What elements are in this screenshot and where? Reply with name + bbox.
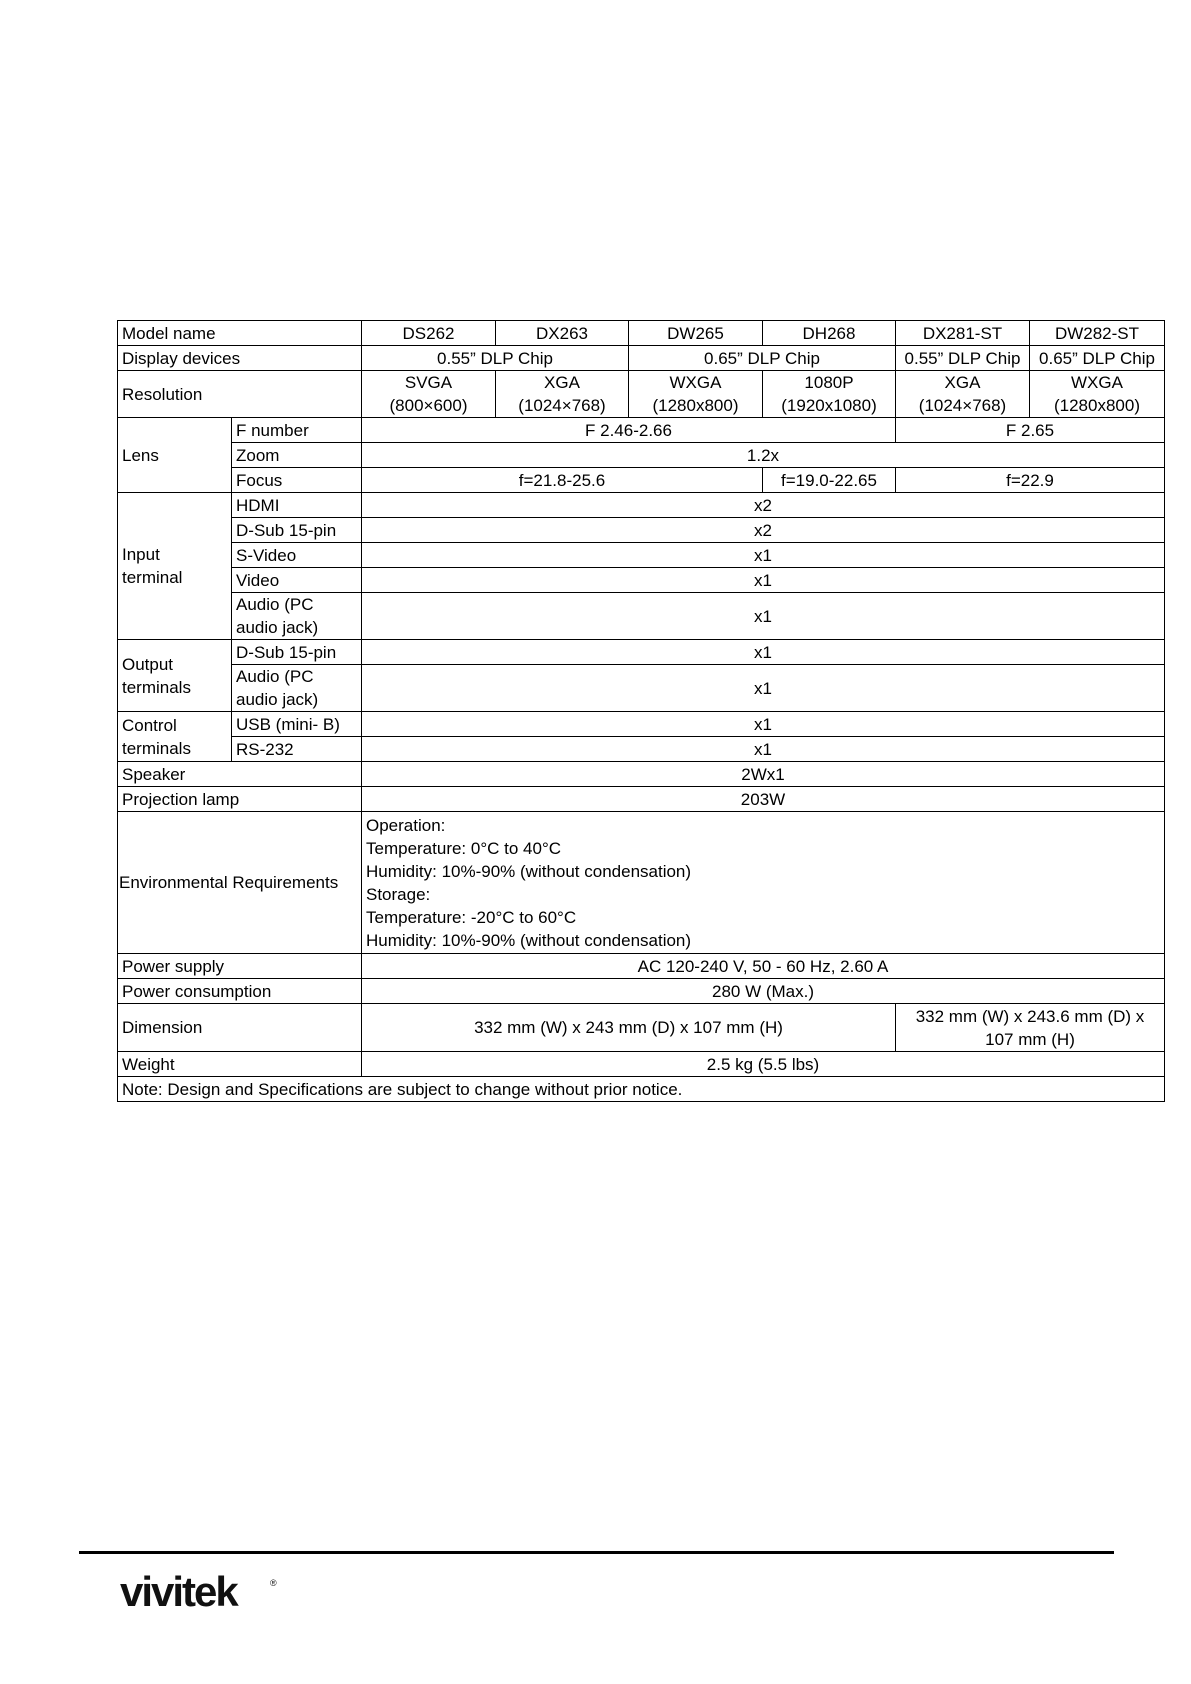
display-chip-055: 0.55” DLP Chip [362,346,629,371]
display-chip-065-st: 0.65” DLP Chip [1030,346,1165,371]
video-value: x1 [362,568,1165,593]
power-supply-label: Power supply [118,954,362,979]
model-dx281-st: DX281-ST [896,321,1030,346]
model-ds262: DS262 [362,321,496,346]
fnumber-std: F 2.46-2.66 [362,418,896,443]
input-dsub-label: D-Sub 15-pin [232,518,362,543]
input-dsub-value: x2 [362,518,1165,543]
output-terminals-label: Output terminals [118,640,232,712]
zoom-value: 1.2x [362,443,1165,468]
focus-b: f=19.0-22.65 [763,468,896,493]
row-resolution [118,371,1165,418]
model-dh268: DH268 [763,321,896,346]
resolution-dx281-st: XGA (1024×768) [896,371,1030,418]
footer-rule [79,1551,1114,1554]
dimension-std: 332 mm (W) x 243 mm (D) x 107 mm (H) [362,1004,896,1052]
power-supply-value: AC 120-240 V, 50 - 60 Hz, 2.60 A [362,954,1165,979]
row-note [118,1077,1165,1102]
resolution-dw265: WXGA (1280x800) [629,371,763,418]
row-input-svideo [118,543,1165,568]
weight-label: Weight [118,1052,362,1077]
env-line: Temperature: -20°C to 60°C [366,907,577,927]
resolution-dh268: 1080P (1920x1080) [763,371,896,418]
resolution-dx263: XGA (1024×768) [496,371,629,418]
env-line: Humidity: 10%-90% (without condensation) [366,861,692,881]
row-input-dsub [118,518,1165,543]
speaker-label: Speaker [118,762,362,787]
registered-mark: ® [270,1578,277,1588]
row-input-video [118,568,1165,593]
row-dimension [118,1004,1165,1052]
env-line: Humidity: 10%-90% (without condensation) [366,930,692,950]
model-dw265: DW265 [629,321,763,346]
output-audio-label: Audio (PC audio jack) [232,665,362,712]
focus-label: Focus [232,468,362,493]
vivitek-logo [118,1566,278,1614]
environment-label: Environmental Requirements [118,812,362,954]
row-display-devices [118,346,1165,371]
display-chip-055-st: 0.55” DLP Chip [896,346,1030,371]
row-output-dsub [118,640,1165,665]
row-model-name [118,321,1165,346]
display-chip-065: 0.65” DLP Chip [629,346,896,371]
svideo-label: S-Video [232,543,362,568]
row-control-rs232 [118,737,1165,762]
row-output-audio [118,665,1165,712]
input-audio-value: x1 [362,593,1165,640]
env-line: Operation: [366,815,446,835]
row-power-consumption [118,979,1165,1004]
spec-table [117,320,1165,1102]
hdmi-label: HDMI [232,493,362,518]
lamp-value: 203W [362,787,1165,812]
svideo-value: x1 [362,543,1165,568]
resolution-dw282-st: WXGA (1280x800) [1030,371,1165,418]
video-label: Video [232,568,362,593]
row-lens-focus [118,468,1165,493]
model-dx263: DX263 [496,321,629,346]
weight-value: 2.5 kg (5.5 lbs) [362,1052,1165,1077]
row-weight [118,1052,1165,1077]
control-terminals-label: Control terminals [118,712,232,762]
output-dsub-value: x1 [362,640,1165,665]
zoom-label: Zoom [232,443,362,468]
output-dsub-label: D-Sub 15-pin [232,640,362,665]
env-line: Temperature: 0°C to 40°C [366,838,562,858]
fnumber-st: F 2.65 [896,418,1165,443]
resolution-label: Resolution [118,371,362,418]
lamp-label: Projection lamp [118,787,362,812]
environment-value [362,812,1165,954]
display-devices-label: Display devices [118,346,362,371]
speaker-value: 2Wx1 [362,762,1165,787]
dimension-label: Dimension [118,1004,362,1052]
hdmi-value: x2 [362,493,1165,518]
row-power-supply [118,954,1165,979]
focus-a: f=21.8-25.6 [362,468,763,493]
brand-name: vivitek [120,1568,237,1614]
power-consumption-value: 280 W (Max.) [362,979,1165,1004]
rs232-value: x1 [362,737,1165,762]
output-audio-value: x1 [362,665,1165,712]
lens-label: Lens [118,418,232,493]
usb-value: x1 [362,712,1165,737]
usb-label: USB (mini- B) [232,712,362,737]
row-projection-lamp [118,787,1165,812]
row-control-usb [118,712,1165,737]
model-name-label: Model name [118,321,362,346]
row-lens-zoom [118,443,1165,468]
model-dw282-st: DW282-ST [1030,321,1165,346]
row-input-hdmi [118,493,1165,518]
focus-c: f=22.9 [896,468,1165,493]
row-lens-fnumber [118,418,1165,443]
row-speaker [118,762,1165,787]
note-text: Note: Design and Specifications are subject to change without prior notice. [118,1077,1165,1102]
env-line: Storage: [366,884,431,904]
resolution-ds262: SVGA (800×600) [362,371,496,418]
power-consumption-label: Power consumption [118,979,362,1004]
rs232-label: RS-232 [232,737,362,762]
fnumber-label: F number [232,418,362,443]
row-environment [118,812,1165,954]
input-audio-label: Audio (PC audio jack) [232,593,362,640]
input-terminal-label: Input terminal [118,493,232,640]
row-input-audio [118,593,1165,640]
dimension-st: 332 mm (W) x 243.6 mm (D) x 107 mm (H) [896,1004,1165,1052]
